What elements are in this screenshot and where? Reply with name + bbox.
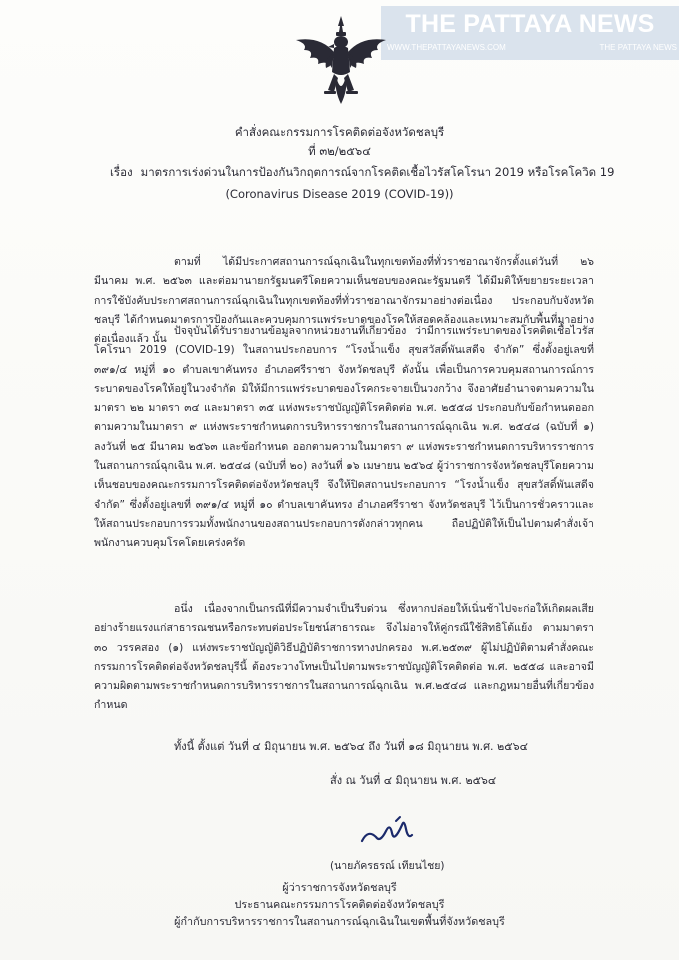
subject-label: เรื่อง xyxy=(110,165,133,179)
subject-english: (Coronavirus Disease 2019 (COVID-19)) xyxy=(225,187,454,201)
paragraph-background: ตามที่ ได้มีประกาศสถานการณ์ฉุกเฉินในทุกเขตท้องที่ทั่วราชอาณาจักรตั้งแต่วันที่ ๒๖ มีนาคม พ.ศ. ๒๕๖๓ และต่อมานายกรัฐมนตรีโดยความเห็นชอบของคณะรัฐมนตรี ได้มีมติให้ขยายระยะเวลาการใช้บังคับประกาศสถานการณ์ฉุกเฉินในทุกเขตท้องที่ทั่วราชอาณาจักรมาอย่างต่อเนื่อง ประกอบกับจังหวัดชลบุรี ได้กำหนดมาตรการป้องกันและควบคุมการแพร่ระบาดของโรคให้สอดคล้องและเหมาะสมกับพื้นที่มาอย่างต่อเนื่องแล้ว นั้น xyxy=(94,256,594,346)
watermark-url: WWW.THEPATTAYANEWS.COM xyxy=(387,43,506,52)
issue-date: สั่ง ณ วันที่ ๔ มิถุนายน พ.ศ. ๒๕๖๔ xyxy=(330,774,497,787)
subject-line xyxy=(110,164,614,182)
watermark-small: THE PATTAYA NEWS xyxy=(599,43,677,52)
watermark-subline xyxy=(387,43,677,52)
signer-position-supervisor: ผู้กำกับการบริหารราชการในสถานการณ์ฉุกเฉินในเขตพื้นที่จังหวัดชลบุรี xyxy=(174,915,505,928)
subject-text: มาตรการเร่งด่วนในการป้องกันวิกฤตการณ์จากโรคติดเชื้อไวรัสโคโรนา 2019 หรือโรคโควิด 19 xyxy=(140,165,615,179)
order-number: ที่ ๓๒/๒๕๖๔ xyxy=(308,144,371,158)
watermark-title: THE PATTAYA NEWS xyxy=(405,10,655,38)
signature-icon xyxy=(356,815,416,849)
order-title: คำสั่งคณะกรรมการโรคติดต่อจังหวัดชลบุรี xyxy=(234,125,445,139)
signer-name: (นายภัครธรณ์ เทียนไชย) xyxy=(330,860,445,872)
effective-period: ทั้งนี้ ตั้งแต่ วันที่ ๔ มิถุนายน พ.ศ. ๒๕๖๔ ถึง วันที่ ๑๘ มิถุนายน พ.ศ. ๒๕๖๔ xyxy=(174,740,528,753)
watermark-banner xyxy=(381,6,679,60)
signer-position-chairman: ประธานคณะกรรมการโรคติดต่อจังหวัดชลบุรี xyxy=(234,898,445,911)
garuda-emblem-icon xyxy=(290,14,392,110)
signer-position-governor: ผู้ว่าราชการจังหวัดชลบุรี xyxy=(282,881,397,894)
paragraph-closure-order: ปัจจุบันได้รับรายงานข้อมูลจากหน่วยงานที่เกี่ยวข้อง ว่ามีการแพร่ระบาดของโรคติดเชื้อไวรัสโคโรนา 2019 (COVID-19) ในสถานประกอบการ “โรงน้ำแข็ง สุขสวัสดิ์พันเสดีจ จำกัด” ซึ่งตั้งอยู่เลขที่ ๓๙๑/๔ หมู่ที่ ๑๐ ตำบลเขาคันทรง อำเภอศรีราชา จังหวัดชลบุรี ดังนั้น เพื่อเป็นการควบคุมสถานการณ์การระบาดของโรคให้อยู่ในวงจำกัด มิให้มีการแพร่ระบาดของโรคกระจายเป็นวงกว้าง จึงอาศัยอำนาจตามความในมาตรา ๒๒ มาตรา ๓๔ และมาตรา ๓๕ แห่งพระราชบัญญัติโรคติดต่อ พ.ศ. ๒๕๕๘ ประกอบกับข้อกำหนดออกตามความในมาตรา ๙ แห่งพระราชกำหนดการบริหารราชการในสถานการณ์ฉุกเฉิน พ.ศ. ๒๕๔๘ (ฉบับที่ ๑) ลงวันที่ ๒๕ มีนาคม ๒๕๖๓ และข้อกำหนด ออกตามความในมาตรา ๙ แห่งพระราชกำหนดการบริหารราชการในสถานการณ์ฉุกเฉิน พ.ศ. ๒๕๔๘ (ฉบับที่ ๒๐) ลงวันที่ ๑๖ เมษายน ๒๕๖๔ ผู้ว่าราชการจังหวัดชลบุรีโดยความเห็นชอบของคณะกรรมการโรคติดต่อจังหวัดชลบุรี จึงให้ปิดสถานประกอบการ “โรงน้ำแข็ง สุขสวัสดิ์พันเสดีจ จำกัด” ซึ่งตั้งอยู่เลขที่ ๓๙๑/๔ หมู่ที่ ๑๐ ตำบลเขาคันทรง อำเภอศรีราชา จังหวัดชลบุรี ไว้เป็นการชั่วคราวและให้สถานประกอบการรวมทั้งพนักงานของสถานประกอบการดังกล่าวทุกคน ถือปฏิบัติให้เป็นไปตามคำสั่งเจ้าพนักงานควบคุมโรคโดยเคร่งครัด xyxy=(94,325,594,550)
paragraph-penalty: อนึ่ง เนื่องจากเป็นกรณีที่มีความจำเป็นรีบด่วน ซึ่งหากปล่อยให้เนิ่นช้าไปจะก่อให้เกิดผลเสียอย่างร้ายแรงแก่สาธารณชนหรือกระทบต่อประโยชน์สาธารณะ จึงไม่อาจให้คู่กรณีใช้สิทธิโต้แย้ง ตามมาตรา ๓๐ วรรคสอง (๑) แห่งพระราชบัญญัติวิธีปฏิบัติราชการทางปกครอง พ.ศ.๒๕๓๙ ผู้ไม่ปฏิบัติตามคำสั่งคณะกรรมการโรคติดต่อจังหวัดชลบุรีนี้ ต้องระวางโทษเป็นไปตามพระราชบัญญัติโรคติดต่อ พ.ศ. ๒๕๕๘ และอาจมีความผิดตามพระราชกำหนดการบริหารราชการในสถานการณ์ฉุกเฉิน พ.ศ.๒๕๔๘ และกฎหมายอื่นที่เกี่ยวข้องกำหนด xyxy=(94,603,594,712)
